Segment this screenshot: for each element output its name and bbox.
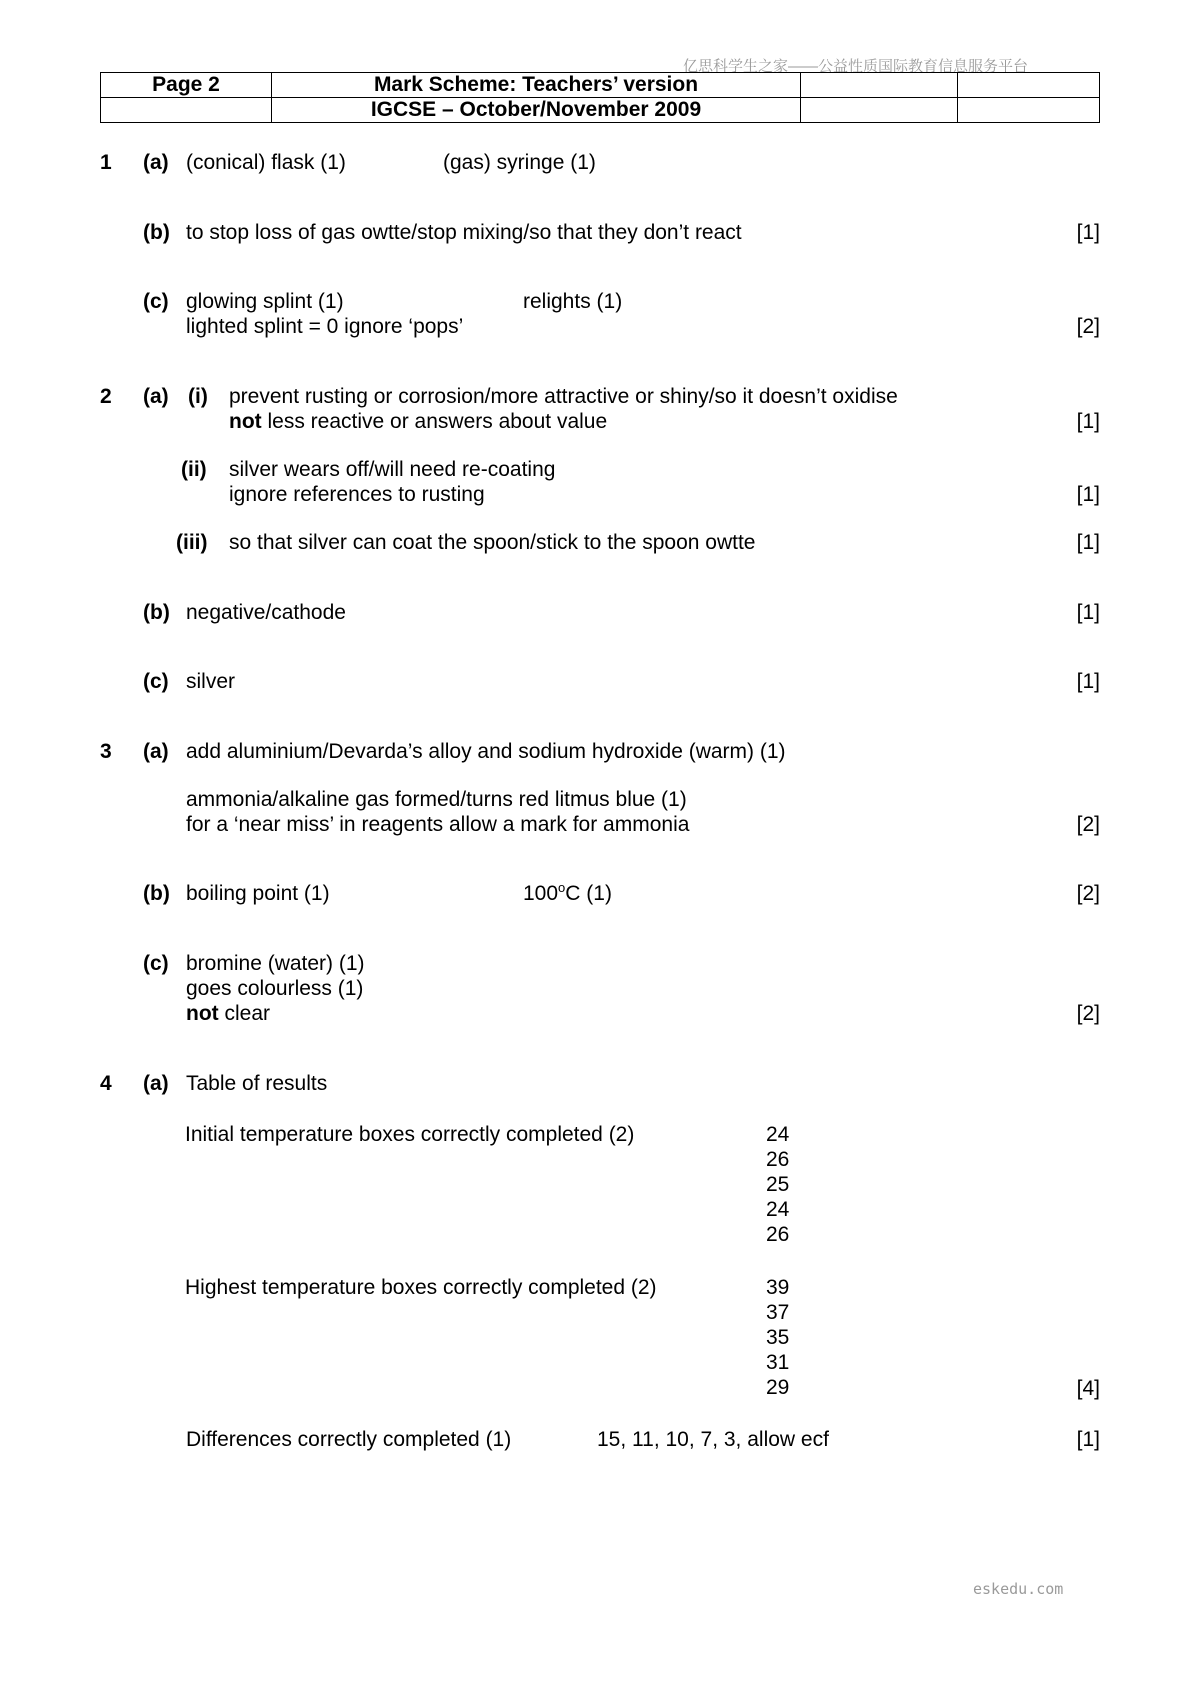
q1a-text2: (gas) syringe (1) [443, 151, 596, 174]
q1b-text: to stop loss of gas owtte/stop mixing/so that they don’t react [186, 221, 742, 244]
q4a-initial-value: 25 [766, 1173, 790, 1196]
q2aiii-line1: so that silver can coat the spoon/stick to the spoon owtte [229, 531, 756, 554]
q1b-mark: [1] [1076, 221, 1100, 244]
q3c-mark: [2] [1076, 1002, 1100, 1025]
q2aiii-label: (iii) [176, 531, 208, 554]
q2b-mark: [1] [1076, 601, 1100, 624]
q4a-highest-label: Highest temperature boxes correctly completed (2) [185, 1276, 657, 1299]
q2ai-line2-text: less reactive or answers about value [261, 410, 608, 433]
q4a-initial-label: Initial temperature boxes correctly completed (2) [185, 1123, 635, 1146]
q4a-initial-value: 26 [766, 1223, 790, 1246]
q4a-initial-value: 26 [766, 1148, 790, 1171]
q1a-label: (a) [143, 151, 169, 174]
header-empty-1 [801, 73, 958, 98]
q3c-not: not [186, 1002, 219, 1025]
q4a-highest-value: 35 [766, 1326, 790, 1349]
q2ai-not: not [229, 410, 262, 433]
header-title: Mark Scheme: Teachers’ version [272, 73, 801, 98]
q1c-text2: relights (1) [523, 290, 623, 313]
q2ai-line2 [229, 409, 607, 434]
q2-number: 2 [100, 385, 112, 408]
q1c-mark: [2] [1076, 315, 1100, 338]
header-empty-4 [801, 98, 958, 123]
q3b-text2-post: C (1) [565, 882, 612, 905]
q4a-initial-value: 24 [766, 1123, 790, 1146]
q4a-diff-values: 15, 11, 10, 7, 3, allow ecf [597, 1428, 829, 1451]
q3-number: 3 [100, 740, 112, 763]
q2ai-label: (i) [188, 385, 208, 408]
q3c-line3-text: clear [218, 1002, 271, 1025]
q3a-line1: add aluminium/Devarda’s alloy and sodium hydroxide (warm) (1) [186, 740, 786, 763]
q3b-text2-pre: 100 [523, 882, 559, 905]
q3b-text1: boiling point (1) [186, 882, 330, 905]
q4a-label: (a) [143, 1072, 169, 1095]
q1a-text1: (conical) flask (1) [186, 151, 346, 174]
q1-number: 1 [100, 151, 112, 174]
q3b-label: (b) [143, 882, 170, 905]
q4a-initial-value: 24 [766, 1198, 790, 1221]
q3c-line1: bromine (water) (1) [186, 952, 365, 975]
header-empty-2 [958, 73, 1100, 98]
q2aiii-mark: [1] [1076, 531, 1100, 554]
q2c-mark: [1] [1076, 670, 1100, 693]
q4-number: 4 [100, 1072, 112, 1095]
q2b-label: (b) [143, 601, 170, 624]
q2aii-line1: silver wears off/will need re-coating [229, 458, 556, 481]
q2b-text: negative/cathode [186, 601, 346, 624]
q1c-line2: lighted splint = 0 ignore ‘pops’ [186, 315, 464, 338]
q2c-text: silver [186, 670, 236, 693]
header-page: Page 2 [101, 73, 272, 98]
q1c-text1: glowing splint (1) [186, 290, 344, 313]
header-empty-5 [958, 98, 1100, 123]
q2a-label: (a) [143, 385, 169, 408]
q1c-label: (c) [143, 290, 169, 313]
q3b-text2 [523, 881, 612, 906]
q2c-label: (c) [143, 670, 169, 693]
q3c-line3 [186, 1001, 270, 1026]
header-empty-3 [101, 98, 272, 123]
q4a-highest-value: 31 [766, 1351, 790, 1374]
q2ai-mark: [1] [1076, 410, 1100, 433]
q3a-line3: for a ‘near miss’ in reagents allow a mark for ammonia [186, 813, 690, 836]
q3a-label: (a) [143, 740, 169, 763]
q2aii-label: (ii) [181, 458, 207, 481]
q3a-line2: ammonia/alkaline gas formed/turns red litmus blue (1) [186, 788, 687, 811]
q3c-label: (c) [143, 952, 169, 975]
q3b-mark: [2] [1076, 882, 1100, 905]
q4a-diff-label: Differences correctly completed (1) [186, 1428, 512, 1451]
q2aii-line2: ignore references to rusting [229, 483, 485, 506]
q4a-highest-value: 39 [766, 1276, 790, 1299]
header-table [100, 72, 1100, 123]
watermark-bottom: eskedu.com [973, 1580, 1064, 1598]
q2ai-line1: prevent rusting or corrosion/more attractive or shiny/so it doesn’t oxidise [229, 385, 898, 408]
q4a-highest-mark: [4] [1076, 1377, 1100, 1400]
q2aii-mark: [1] [1076, 483, 1100, 506]
watermark-top: 亿思科学生之家——公益性质国际教育信息服务平台 [683, 58, 1029, 75]
q4a-highest-value: 37 [766, 1301, 790, 1324]
q4a-diff-mark: [1] [1076, 1428, 1100, 1451]
q3c-line2: goes colourless (1) [186, 977, 364, 1000]
q3b-degree: o [558, 880, 566, 895]
q1b-label: (b) [143, 221, 170, 244]
q4a-heading: Table of results [186, 1072, 328, 1095]
header-subtitle: IGCSE – October/November 2009 [272, 98, 801, 123]
q3a-mark: [2] [1076, 813, 1100, 836]
q4a-highest-value: 29 [766, 1376, 790, 1399]
